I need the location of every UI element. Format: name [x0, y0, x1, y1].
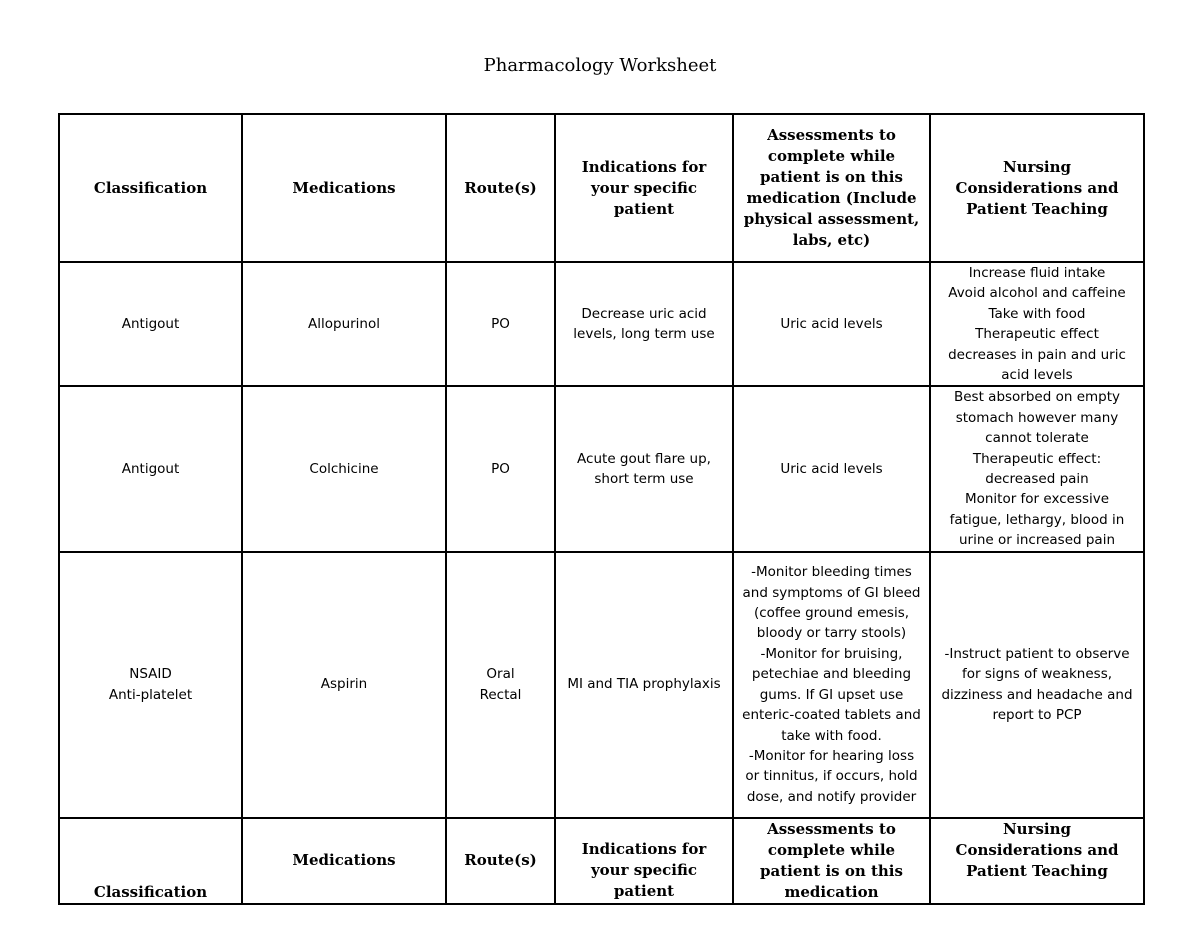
cell-assessments: [733, 386, 930, 551]
pharmacology-table: [58, 113, 1145, 905]
table-header-row-repeat: [59, 818, 1144, 904]
cell-indications: [555, 552, 733, 818]
cell-line: Rectal: [479, 686, 522, 703]
header-indications: Indications for your specific patient: [555, 818, 733, 904]
cell-classification: [59, 386, 242, 551]
table-row: [59, 552, 1144, 818]
header-medications: Medications: [242, 114, 446, 262]
cell-route: [446, 262, 555, 386]
cell-line: Decrease uric acid levels, long term use: [573, 305, 715, 343]
header-assessments: Assessments to complete while patient is on this medication: [733, 818, 930, 904]
cell-line: Uric acid levels: [780, 460, 883, 477]
cell-indications: [555, 386, 733, 551]
cell-route: [446, 386, 555, 551]
table-row: [59, 262, 1144, 386]
header-nursing: Nursing Considerations and Patient Teaching: [930, 114, 1144, 262]
cell-route: [446, 552, 555, 818]
cell-line: Monitor for excessive fatigue, lethargy, blood in urine or increased pain: [949, 491, 1125, 549]
cell-line: Uric acid levels: [780, 316, 883, 333]
cell-assessments: [733, 262, 930, 386]
page-title: Pharmacology Worksheet: [483, 55, 717, 76]
cell-indications: [555, 262, 733, 386]
cell-nursing: [930, 552, 1144, 818]
cell-classification: [59, 262, 242, 386]
cell-line: -Monitor bleeding times and symptoms of GI bleed (coffee ground emesis, bloody or tarry stools): [742, 564, 921, 642]
cell-nursing: [930, 262, 1144, 386]
cell-line: Avoid alcohol and caffeine: [948, 285, 1126, 302]
cell-line: PO: [491, 316, 510, 333]
cell-line: -Monitor for bruising, petechiae and bleeding gums. If GI upset use enteric-coated tablets and take with food.: [742, 645, 921, 744]
header-routes: Route(s): [446, 818, 555, 904]
cell-line: Anti-platelet: [108, 686, 193, 703]
header-routes: Route(s): [446, 114, 555, 262]
cell-classification: [59, 552, 242, 818]
cell-line: -Instruct patient to observe for signs of weakness, dizziness and headache and report to PCP: [941, 645, 1133, 724]
cell-medication: Aspirin: [242, 552, 446, 818]
header-assessments: Assessments to complete while patient is on this medication (Include physical assessment, labs, etc): [733, 114, 930, 262]
header-medications: Medications: [242, 818, 446, 904]
cell-line: Increase fluid intake: [968, 265, 1106, 281]
cell-line: Acute gout flare up, short term use: [577, 450, 711, 488]
header-classification: Classification: [59, 818, 242, 904]
cell-medication: Allopurinol: [242, 262, 446, 386]
table-header-row: [59, 114, 1144, 262]
cell-line: PO: [491, 460, 510, 477]
cell-line: Best absorbed on empty stomach however many cannot tolerate: [953, 389, 1121, 447]
cell-line: Oral: [486, 666, 515, 683]
header-classification: Classification: [59, 114, 242, 262]
cell-medication: Colchicine: [242, 386, 446, 551]
cell-line: Take with food: [988, 305, 1086, 322]
cell-line: Antigout: [121, 460, 180, 477]
cell-assessments: [733, 552, 930, 818]
cell-line: Antigout: [121, 316, 180, 333]
cell-line: -Monitor for hearing loss or tinnitus, if occurs, hold dose, and notify provider: [745, 747, 918, 805]
header-indications: Indications for your specific patient: [555, 114, 733, 262]
cell-line: MI and TIA prophylaxis: [567, 676, 721, 693]
cell-line: Therapeutic effect: decreased pain: [972, 450, 1102, 488]
cell-line: Therapeutic effect decreases in pain and uric acid levels: [948, 326, 1126, 384]
cell-line: NSAID: [129, 666, 172, 683]
header-nursing: Nursing Considerations and Patient Teaching: [930, 818, 1144, 904]
cell-nursing: [930, 386, 1144, 551]
table-row: [59, 386, 1144, 551]
